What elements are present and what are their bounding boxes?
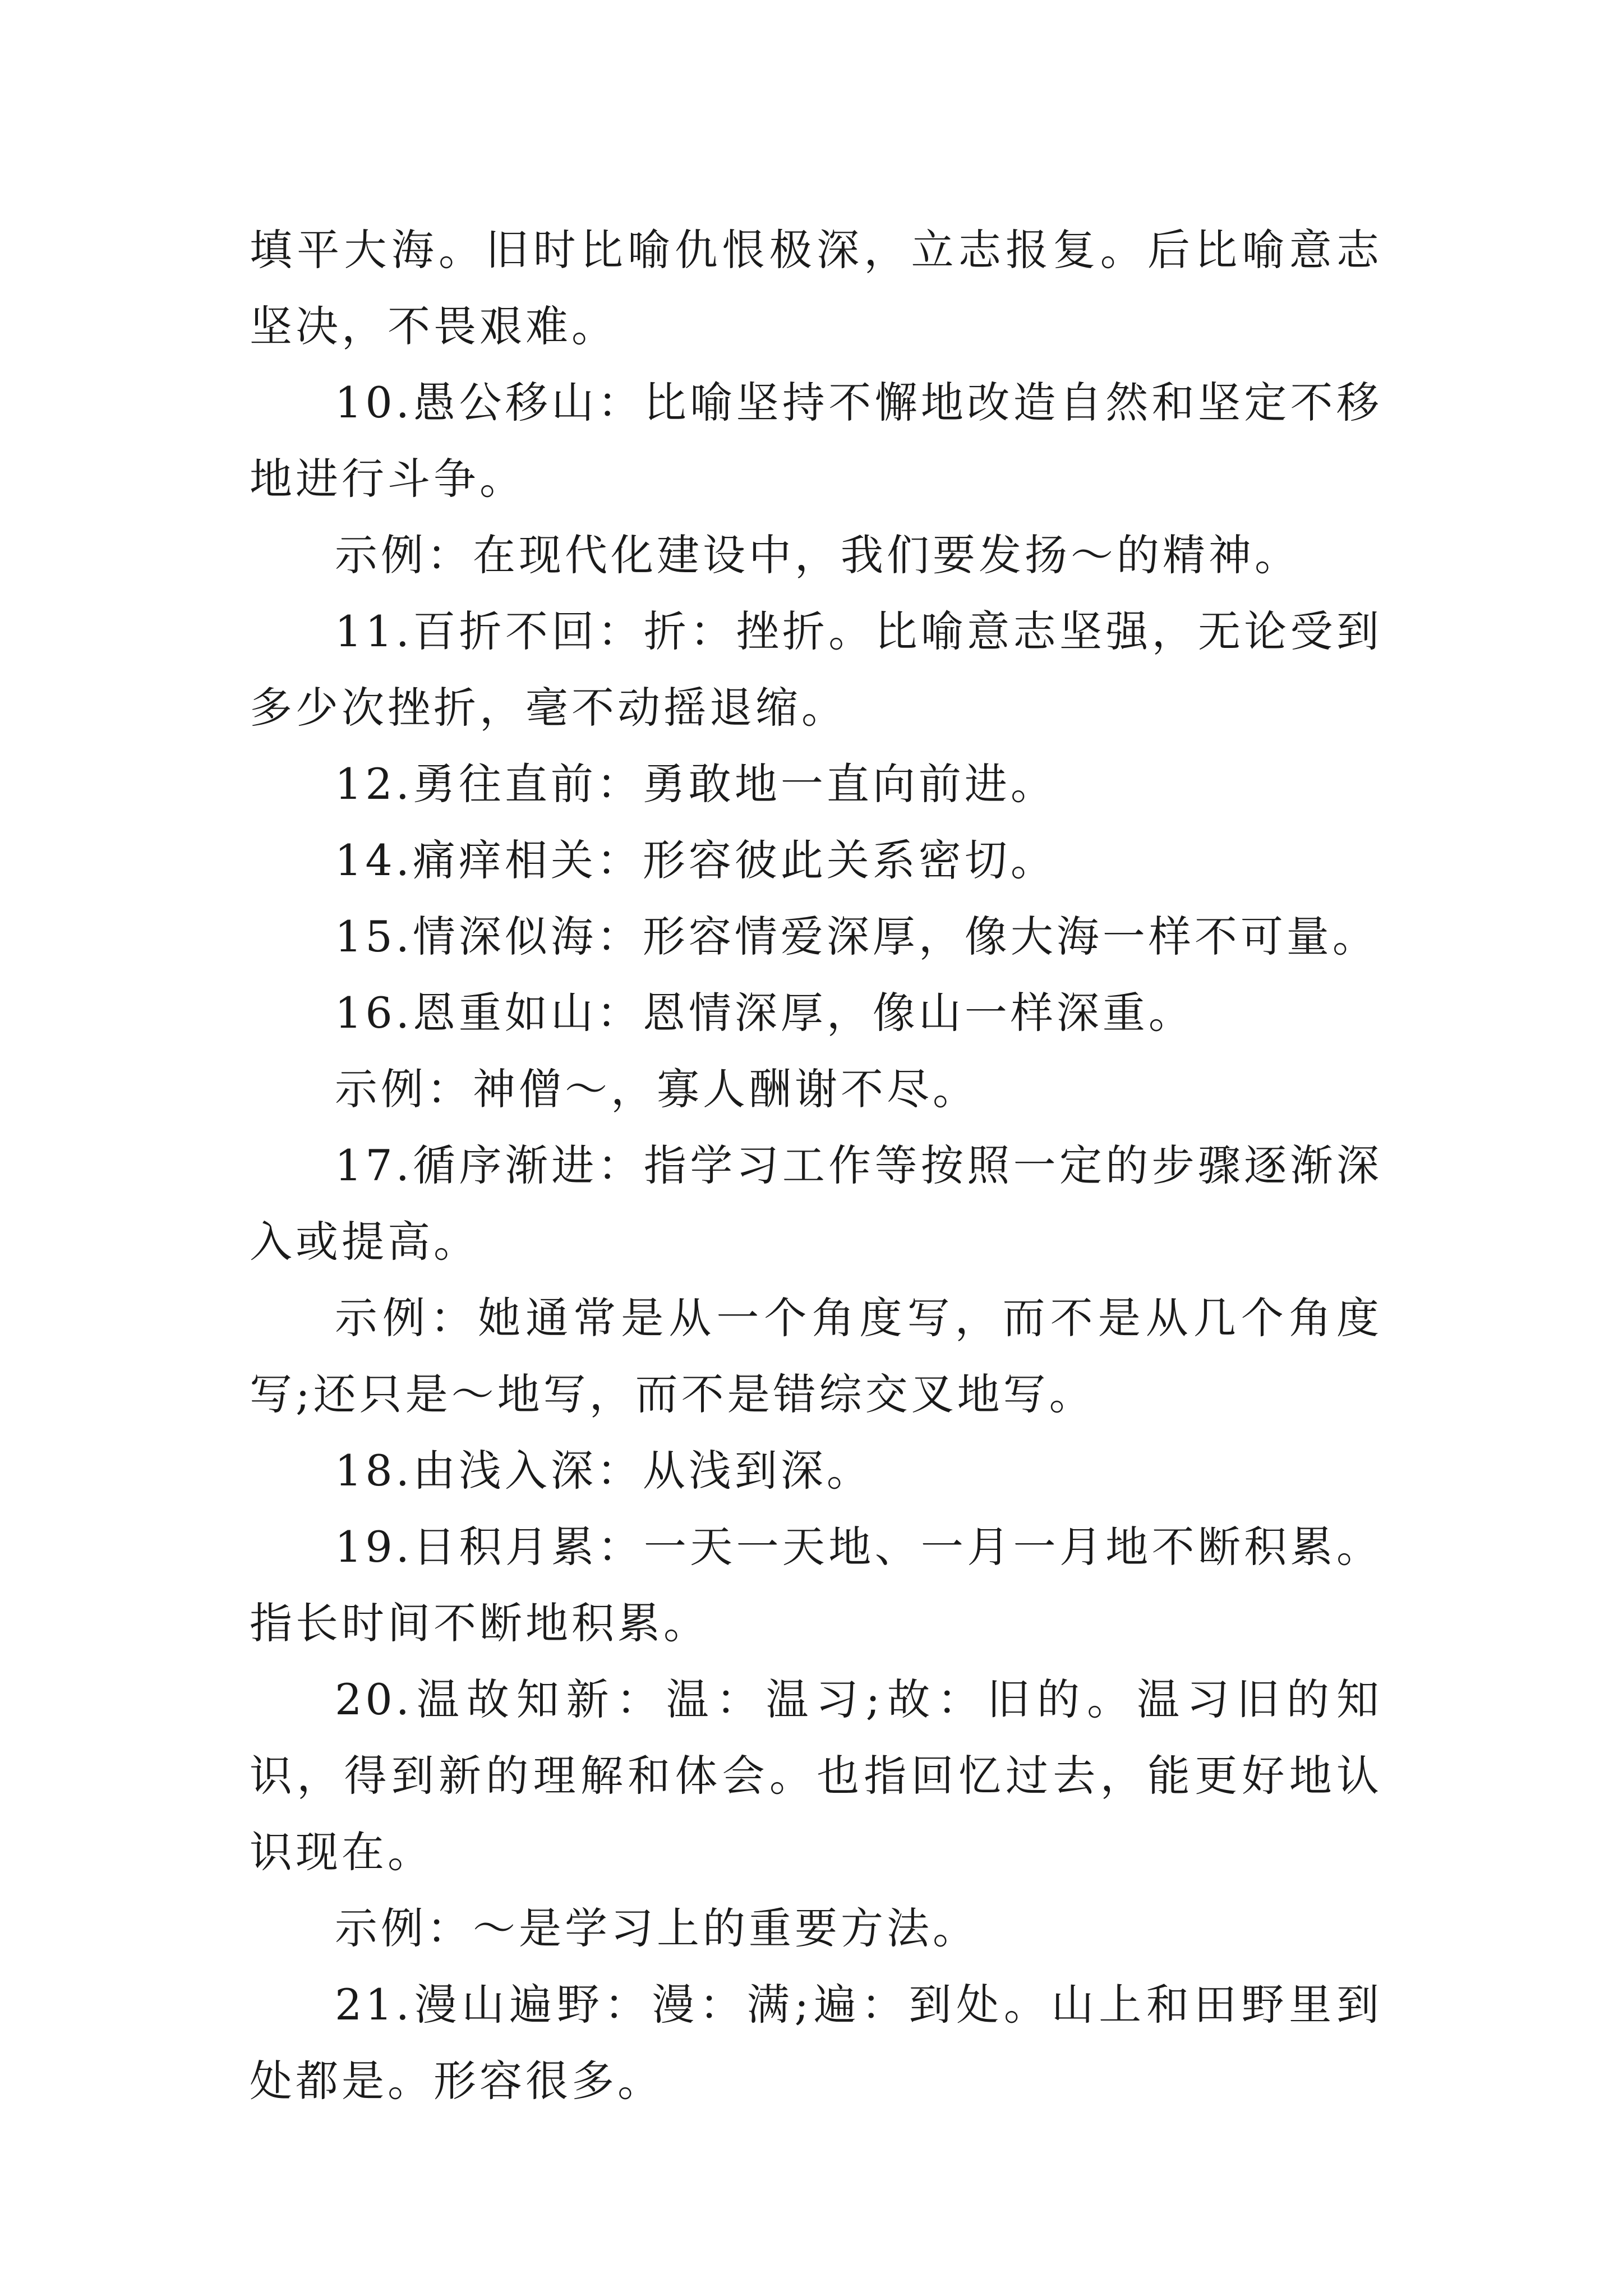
- paragraph: 15.情深似海：形容情爱深厚，像大海一样不可量。: [335, 912, 1378, 961]
- paragraph: 示例：在现代化建设中，我们要发扬～的精神。: [335, 530, 1301, 580]
- paragraph: 18.由浅入深：从浅到深。: [335, 1446, 873, 1496]
- paragraph: 填平大海。旧时比喻仇恨极深，立志报复。后比喻意志坚决，不畏艰难。: [250, 225, 1382, 351]
- paragraph: 17.循序渐进：指学习工作等按照一定的步骤逐渐深入或提高。: [250, 1140, 1382, 1267]
- paragraph: 示例：～是学习上的重要方法。: [335, 1903, 979, 1953]
- paragraph: 19.日积月累：一天一天地、一月一月地不断积累。指长时间不断地积累。: [250, 1522, 1382, 1648]
- paragraph: 20.温故知新：温：温习;故：旧的。温习旧的知识，得到新的理解和体会。也指回忆过去，能更好地认识现在。: [250, 1674, 1382, 1877]
- paragraph: 示例：她通常是从一个角度写，而不是从几个角度写;还只是～地写，而不是错综交叉地写。: [250, 1293, 1382, 1419]
- paragraph: 14.痛痒相关：形容彼此关系密切。: [335, 835, 1057, 885]
- paragraph: 16.恩重如山：恩情深厚，像山一样深重。: [335, 988, 1195, 1038]
- paragraph: 示例：神僧～，寡人酬谢不尽。: [335, 1064, 979, 1114]
- paragraph: 11.百折不回：折：挫折。比喻意志坚强，无论受到多少次挫折，毫不动摇退缩。: [250, 606, 1382, 733]
- paragraph: 21.漫山遍野：漫：满;遍：到处。山上和田野里到处都是。形容很多。: [250, 1980, 1382, 2106]
- document-body: [250, 212, 1382, 2119]
- paragraph: 12.勇往直前：勇敢地一直向前进。: [335, 759, 1057, 809]
- paragraph: 10.愚公移山：比喻坚持不懈地改造自然和坚定不移地进行斗争。: [250, 378, 1382, 504]
